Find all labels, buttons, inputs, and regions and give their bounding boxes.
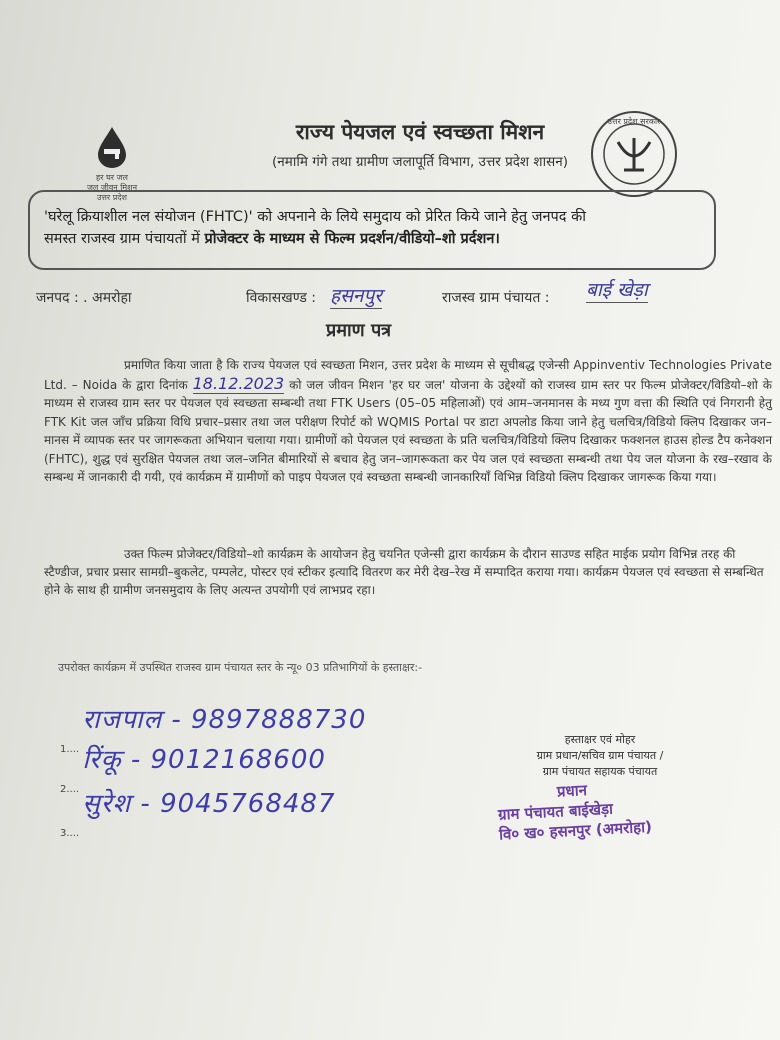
participant-row — [60, 700, 367, 755]
signatory-line-3: ग्राम पंचायत सहायक पंचायत — [542, 765, 658, 778]
signatory-line-1: हस्ताक्षर एवं मोहर — [564, 733, 636, 746]
logo-caption-1: हर घर जल — [96, 173, 128, 182]
body-p1-a: प्रमाणित किया जाता है कि राज्य पेयजल एवं स्वच्छता मिशन, उत्तर प्रदेश के माध्यम से सूचीबद्ध एजेन्सी Appinventiv Technologies Private Ltd. – Noida के द्वारा दिनांक — [44, 358, 772, 392]
pradhan-stamp — [497, 775, 680, 844]
logo-caption-2: जल जीवन मिशन — [86, 183, 138, 192]
logo-caption-3: उत्तर प्रदेश — [97, 193, 127, 202]
emblem-text: उत्तर प्रदेश सरकार — [607, 117, 661, 126]
stamp-line-1: प्रधान — [556, 781, 588, 801]
certificate-title: प्रमाण पत्र — [326, 320, 392, 341]
district-label: जनपद : . अमरोहा — [36, 290, 132, 306]
water-drop-icon — [95, 125, 129, 169]
header-title: राज्य पेयजल एवं स्वच्छता मिशन — [295, 120, 545, 144]
participant-number: 1.... — [60, 744, 80, 755]
program-date: 18.12.2023 — [192, 373, 285, 393]
participant-signature: राजपाल - 9897888730 — [82, 705, 367, 735]
body-p2-text: उक्त फिल्म प्रोजेक्टर/विडियो–शो कार्यक्रम के आयोजन हेतु चयनित एजेन्सी द्वारा कार्यक्रम के दौरान साउण्ड सहित माईक प्रयोग विभिन्न तरह की स्टैण्डीज, प्रचार प्रसार सामग्री–बुकलेट, पम्पलेट, पोस्टर एवं स्टीकर इत्यादि वितरण कर मेरी देख–रेख में सम्पादित कराया गया। कार्यक्रम पेयजल एवं स्वच्छता से सम्बन्धित होने के साथ ही ग्रामीण जनसमुदाय के लिए अत्यन्त उपयोगी एवं लाभप्रद रहा। — [44, 547, 764, 597]
participant-number: 3.... — [60, 828, 80, 839]
banner-line-2-bold: प्रोजेक्टर के माध्यम से फिल्म प्रदर्शन/वीडियो–शो प्रर्दशन। — [204, 231, 500, 247]
participant-signature: सुरेश - 9045768487 — [82, 789, 336, 819]
header-subtitle: (नमामि गंगे तथा ग्रामीण जलापूर्ति विभाग, उत्तर प्रदेश शासन) — [272, 154, 568, 170]
body-p1-b: को जल जीवन मिशन 'हर घर जल' योजना के उद्देश्यों को राजस्व ग्राम स्तर पर फिल्म प्रोजेक्टर/विडियो–शो के माध्यम से राजस्व ग्राम स्तर पर पेयजल एवं स्वच्छता सम्बन्धी तथा FTK Users (05–05 महिलाओं) एवं आम–जनमानस के मध्य गुण वत्ता की स्थिति एवं निगरानी हेतु FTK Kit जल जाँच प्रक्रिया विधि प्रचार–प्रसार तथा जल परीक्षण रिपोर्ट को WQMIS Portal पर डाटा अपलोड किया जाने हेतु चलचित्र/विडियो क्लिप दिखाकर जन–मानस में व्यापक स्तर पर जागरूकता अभियान चलाया गया। ग्रामीणों को पेयजल एवं स्वच्छता के प्रति चलचित्र/विडियो क्लिप दिखाकर फक्शनल हाउस होल्ड टैप कनेक्शन (FHTC), शुद्ध एवं सुरक्षित पेयजल तथा जल–जनित बीमारियों से बचाव हेतु जन–जागरूकता कर पेय जल एवं स्वच्छता सम्बन्धी तथा पेय जल योजना के रख–रखाव के सम्बन्ध में जानकारी दी गयी, एवं कार्यक्रम में ग्रामीणों को पाइप पेयजल एवं स्वच्छता सम्बन्धी जानकारियाँ विभिन्न विडियो क्लिप दिखाकर जागरूक किया गया। — [44, 377, 772, 484]
body-paragraph-1 — [44, 356, 772, 487]
participant-number: 2.... — [60, 784, 80, 795]
block-value: हसनपुर — [330, 282, 382, 309]
banner-line-1: 'घरेलू क्रियाशील नल संयोजन (FHTC)' को अपनाने के लिये समुदाय को प्रेरित किये जाने हेतु जनपद की — [44, 209, 586, 225]
village-value: बाई खेड़ा — [586, 276, 648, 303]
block-label: विकासखण्ड : — [246, 290, 317, 306]
village-label: राजस्व ग्राम पंचायत : — [442, 290, 550, 306]
stamp-line-2: ग्राम पंचायत बाईखेड़ा — [497, 799, 614, 824]
body-paragraph-2 — [44, 545, 772, 599]
participant-signature: रिंकू - 9012168600 — [82, 745, 326, 775]
signatory-block — [500, 732, 700, 780]
participants-note: उपरोक्त कार्यक्रम में उपस्थित राजस्व ग्राम पंचायत स्तर के न्यू० 03 प्रतिभागियों के हस्ताक्षर:- — [58, 661, 423, 674]
banner-line-2-normal: समस्त राजस्व ग्राम पंचायतों में — [44, 231, 205, 247]
up-govt-emblem-icon — [588, 108, 680, 200]
stamp-line-3: वि० ख० हसनपुर (अमरोहा) — [498, 817, 653, 844]
subject-banner — [28, 190, 716, 270]
banner-line-2 — [44, 228, 700, 250]
participant-row — [60, 740, 326, 795]
participant-row — [60, 784, 336, 839]
signatory-line-2: ग्राम प्रधान/सचिव ग्राम पंचायत / — [536, 749, 664, 762]
